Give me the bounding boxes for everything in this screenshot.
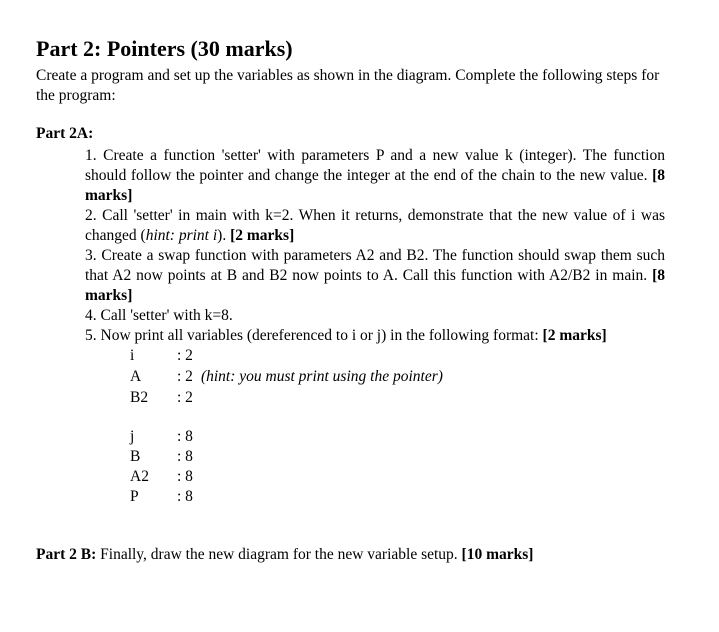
output-var-name: B <box>130 448 141 465</box>
step-5-text: 5. Now print all variables (dereferenced to i or j) in the following format: <box>85 327 543 344</box>
step-4-text: 4. Call 'setter' with k=8. <box>85 307 233 324</box>
output-var-value: : 8 <box>177 488 193 505</box>
output-var-value <box>177 367 443 387</box>
step-1-marks: [8 marks] <box>85 167 665 204</box>
step-1-text: 1. Create a function 'setter' with parameters P and a new value k (integer). The function should follow the pointer and change the integer at the end of the chain to the new value. <box>85 147 665 184</box>
part-2b-marks: [10 marks] <box>461 546 534 563</box>
step-3 <box>85 246 665 306</box>
step-2-text: 2. Call 'setter' in main with k=2. When it returns, demonstrate that the new value of i was changed ( <box>85 207 665 244</box>
output-var-name: j <box>130 428 135 445</box>
step-2-hint: hint: print i <box>145 227 218 244</box>
output-var-name: A <box>130 368 142 385</box>
output-var-value: : 2 <box>177 389 193 406</box>
part-2b-text: Finally, draw the new diagram for the new variable setup. <box>96 546 462 563</box>
output-var-value: : 2 <box>177 347 193 364</box>
output-var-value: : 8 <box>177 448 193 465</box>
steps-list <box>85 146 665 346</box>
output-var-value: : 8 <box>177 468 193 485</box>
step-3-marks: [8 marks] <box>85 267 665 304</box>
output-hint: (hint: you must print using the pointer) <box>200 368 443 385</box>
part-2b-label: Part 2 B: <box>36 546 97 563</box>
output-var-value: : 8 <box>177 428 193 445</box>
step-5-marks: [2 marks] <box>542 327 607 344</box>
step-2-marks: [2 marks] <box>230 227 295 244</box>
step-2-after: ). <box>217 227 231 244</box>
output-value-text: : 2 <box>177 368 193 385</box>
step-3-text: 3. Create a swap function with parameters A2 and B2. The function should swap them such that A2 now points at B and B2 now points to A. Call this function with A2/B2 in main. <box>85 247 665 284</box>
page-title: Part 2: Pointers (30 marks) <box>36 36 293 61</box>
intro-paragraph: Create a program and set up the variables as shown in the diagram. Complete the following steps for the program: <box>36 67 660 104</box>
output-var-name: P <box>130 488 139 505</box>
output-var-name: A2 <box>130 468 149 485</box>
step-5 <box>85 326 665 346</box>
step-2 <box>85 206 665 246</box>
step-4 <box>85 306 665 326</box>
part-2b-paragraph <box>36 545 533 565</box>
output-var-name: B2 <box>130 389 149 406</box>
step-1 <box>85 146 665 206</box>
output-var-name: i <box>130 347 135 364</box>
part-2a-heading: Part 2A: <box>36 125 94 142</box>
